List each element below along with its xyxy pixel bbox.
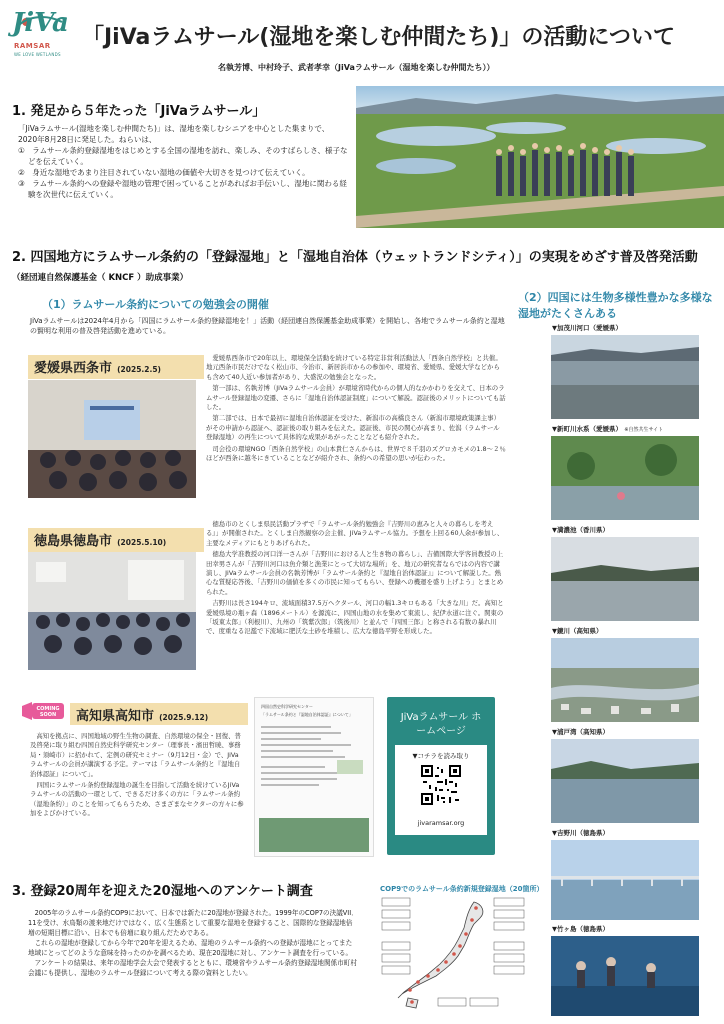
wetland-note: ※自然共生サイト: [624, 427, 664, 433]
section1-para: 「JiVaラムサール(湿地を楽しむ仲間たち)」は、湿地を楽しむシニアを中心とした集まりで、2020年8月28日に発足した。ねらいは、: [18, 124, 330, 144]
wetland-label: [552, 323, 622, 332]
event-para: 四国にラムサール条約登録湿地の誕生を目指して活動を続けているJiVaラムサールの活動の一環として、できるだけ多くの方に「ラムサール条約（湿地条約）」のことを知ってもらうため、さまざまなセクターの方々に参加をよびかけている。: [30, 781, 244, 818]
homepage-qr-panel: [395, 745, 487, 835]
group-photo-wetland: [356, 86, 724, 228]
wetland-label-text: ▼浦戸湾（高知県）: [552, 728, 609, 736]
event-photo-saijo: [28, 380, 196, 498]
section3-para: 2005年のラムサール条約COP9において、日本では新たに20湿地が登録された。1999年のCOP7の決議VII．11を受け、水鳥類の渡来地だけではなく、広く生態系として重要な湿地を登録すること、国際的な登録湿地倍増の短期目標に沿い、日本でも倍増に取り組んだためである。: [28, 909, 358, 937]
section2-heading: [12, 248, 712, 288]
event-band-tokushima: [28, 528, 204, 552]
wetland-label-text: ▼満濃池（香川県）: [552, 526, 609, 534]
section2-heading-text: 2. 四国地方にラムサール条約の「登録湿地」と「湿地自治体（ウェットランドシティ）」の実現をめざす普及啓発活動: [12, 250, 698, 265]
event-para: 徳島大学准教授の河口洋一さんが「吉野川における人と生き物の暮らし」、吉備国際大学客員教授の上田幸男さんが「吉野川河口は魚介類と漁業にとって大切な場所」を、地元の研究者ならではの内容で講演し、JiVaラムサール会員の名執芳博が「ラムサール条約と『湿地自治体認証』」について解説した。熱心な質疑応答後、「吉野川の価値を多くの市民に知ってもらい、登録への機運を盛り上げよう」とまとめられた。: [206, 550, 504, 596]
logo-text: JiVa: [12, 8, 69, 38]
wetland-label-text: ▼新町川水系（愛媛県）: [552, 425, 622, 433]
event-name: 高知県高知市: [76, 709, 155, 724]
event-para: 高知を拠点に、四国地域の野生生物の調査、自然環境の保全・回復、普及啓発に取り組む四国自然史科学研究センター（理事長・濱田哲暁、事務局・須崎市）に招かれて、定例の研究セミナー（9月12日・金）で、JiVaラムサールの会員が講演する予定。テーマは「ラムサール条約と『湿地自治体認証』について」。: [30, 732, 241, 778]
wetland-photo-yoshinogawa: [551, 840, 699, 920]
coming-soon-badge: [18, 700, 66, 722]
homepage-url[interactable]: jivaramsar.org: [417, 819, 465, 827]
subsection1-intro: JiVaラムサールは2024年4月から「四国にラムサール条約登録湿地を！」活動（経団連自然保護基金助成事業）を開始し、各地でラムサール条約と湿地の賢明な利用の普及啓発活動を進めている。: [30, 317, 505, 335]
wetland-label-text: ▼吉野川（徳島県）: [552, 829, 609, 837]
event-date: (2025.9.12): [159, 713, 209, 722]
authors: 名執芳博、中村玲子、武者孝幸（JiVaラムサール（湿地を楽しむ仲間たち））: [218, 63, 495, 72]
wetland-label-text: ▼鏡川（高知県）: [552, 627, 603, 635]
wetland-label: [552, 626, 603, 635]
section1-body: [18, 123, 348, 200]
section2-heading-note: （経団連自然保護基金（ KNCF ）助成事業）: [12, 273, 189, 283]
wetland-label: [552, 525, 609, 534]
page-title: 「JiVaラムサール(湿地を楽しむ仲間たち)」の活動について: [82, 25, 675, 50]
logo-sub: RAMSAR: [14, 42, 51, 50]
event-body-tokushima: [206, 520, 506, 639]
section1-heading: 1. 発足から５年たった「JiVaラムサール」: [12, 104, 266, 119]
event-band-kochi: [70, 703, 248, 725]
homepage-box[interactable]: [387, 697, 495, 855]
subsection1-heading: （1）ラムサール条約についての勉強会の開催: [42, 298, 269, 311]
event-para: 第二部では、日本で最初に湿地自治体認証を受けた、新潟市の高橋良さん（新潟市環境政策課主事）がその申請から認証へ、認証後の取り組みを伝えた。認証後、市民の関心が高まり、佐潟（ラムサール登録湿地）の再生について具体的な成果があがったことなども紹介された。: [206, 414, 500, 442]
event-body-kochi: [30, 732, 244, 821]
wetland-label-text: ▼竹ヶ島（徳島県）: [552, 925, 609, 933]
homepage-title: JiVaラムサール ホームページ: [400, 712, 482, 737]
logo-tagline: WE LOVE WETLANDS: [14, 52, 61, 57]
event-para: 司会役の環境NGO「西条自然学校」の山本貴仁さんからは、世界で８千羽のズグロカモメの1.8〜２％ほどが西条に越冬にきていることなどが紹介され、条約への希望の思いが伝わった。: [206, 444, 506, 463]
wetland-photo-kagamigawa: [551, 638, 699, 722]
qr-read-label: ▼コチラを読み取り: [412, 752, 470, 760]
wetland-label: [552, 424, 663, 433]
svg-text:SOON: SOON: [39, 712, 57, 718]
subsection2-heading: （2）四国には生物多様性豊かな多様な湿地がたくさんある: [518, 291, 713, 320]
section1-para: ② 身近な湿地であまり注目されていない湿地の価値や大切さを見つけて伝えていく。: [18, 168, 310, 177]
section1-para: ③ ラムサール条約への登録や湿地の管理で困っていることがあればお手伝いし、湿地に関わる経験を次世代に伝えていく。: [18, 179, 347, 199]
event-para: 第一部は、名執芳博（JiVaラムサール会員）が環境省時代からの個人的なかかわりを交えて、日本のラムサール登録湿地の変遷、さらに「湿地自治体認証制度」について解説。認証後のメリットについても話した。: [206, 384, 506, 412]
section3-para: アンケートの結果は、来年の湿地学会大会で発表するとともに、環境省やラムサール条約登録湿地関係市町村会議にも提供し、湿地のラムサール登録について考える際の資料としたい。: [28, 959, 357, 977]
section1-para: ① ラムサール条約登録湿地をはじめとする全国の湿地を訪れ、楽しみ、そのすばらしさ、様子などを伝えていく。: [18, 146, 348, 166]
wetland-photo-manno: [551, 537, 699, 621]
event-band-saijo: [28, 355, 204, 379]
event-name: 愛媛県西条市: [34, 361, 113, 376]
wetland-photo-takegashima: [551, 936, 699, 1016]
section3-para: これらの湿地が登録してから今年で20年を迎えるため、湿地のラムサール条約への登録が湿地にとってまた地域にとってどのような意味を持ったのかを調べるため、現在20湿地に対し、アンケート調査を行っている。: [28, 939, 353, 957]
event-name: 徳島県徳島市: [34, 534, 113, 549]
map-title: COP9でのラムサール条約新規登録湿地（20箇所）: [380, 885, 544, 893]
wetland-photo-uradowan: [551, 739, 699, 823]
event-body-saijo: [206, 354, 506, 465]
wetland-label: [552, 924, 609, 933]
flyer-line2: 「ラムサール条約と『湿地自治体認証』について」: [261, 712, 353, 717]
wetland-label: [552, 828, 609, 837]
event-para: 愛媛県西条市で20年以上、環境保全活動を続けている特定非営利活動法人「西条自然学校」と共催。地元西条市民だけでなく松山市、今治市、新居浜市からの参加や、環境省、愛媛県、愛媛大学などからも含めて40人近い参加者があり、大盛況の勉強会となった。: [206, 354, 502, 381]
event-photo-tokushima: [28, 552, 196, 670]
section3-heading: 3. 登録20周年を迎えた20湿地へのアンケート調査: [12, 884, 313, 899]
wetland-photo-kamogawa: [551, 335, 699, 419]
wetland-photo-shinmachi: [551, 436, 699, 520]
wetland-label: [552, 727, 609, 736]
flyer-photo: [259, 818, 369, 852]
event-para: 徳島市のとくしま県民活動プラザで「ラムサール条約勉強会『吉野川の恵みと人々の暮らしを考える』」が開催された。とくしま自然観察の会主催、JiVaラムサール協力。予想を上回る60人余が参加し、主要なメディアにもとりあげられた。: [206, 520, 504, 547]
wetland-label-text: ▼加茂川河口（愛媛県）: [552, 324, 622, 332]
svg-text:COMING: COMING: [36, 706, 60, 712]
event-date: (2025.2.5): [117, 365, 161, 374]
japan-map: [378, 894, 528, 1018]
seminar-flyer: [254, 697, 374, 857]
flyer-line1: 四国自然史科学研究センター: [261, 704, 313, 709]
event-date: (2025.5.10): [117, 538, 167, 547]
qr-code-icon[interactable]: [421, 765, 461, 805]
section3-body: [28, 908, 358, 978]
event-para: 吉野川は長さ194キロ、流域面積37.5万ヘクタール、河口の幅1.3キロもある「大きな川」だ。高知と愛媛県境の瓶ヶ森（1896メートル）を源流に、四国山地の水を集めて東流し、紀伊水道に注ぐ。関東の「坂東太郎」（利根川）、九州の「筑紫次郎」（筑後川）と並んで「四国三郎」と称される有数の暴れ川で、度重なる氾濫で下流域に肥沃な土砂を堆積し、広大な徳島平野を形成した。: [206, 599, 504, 636]
